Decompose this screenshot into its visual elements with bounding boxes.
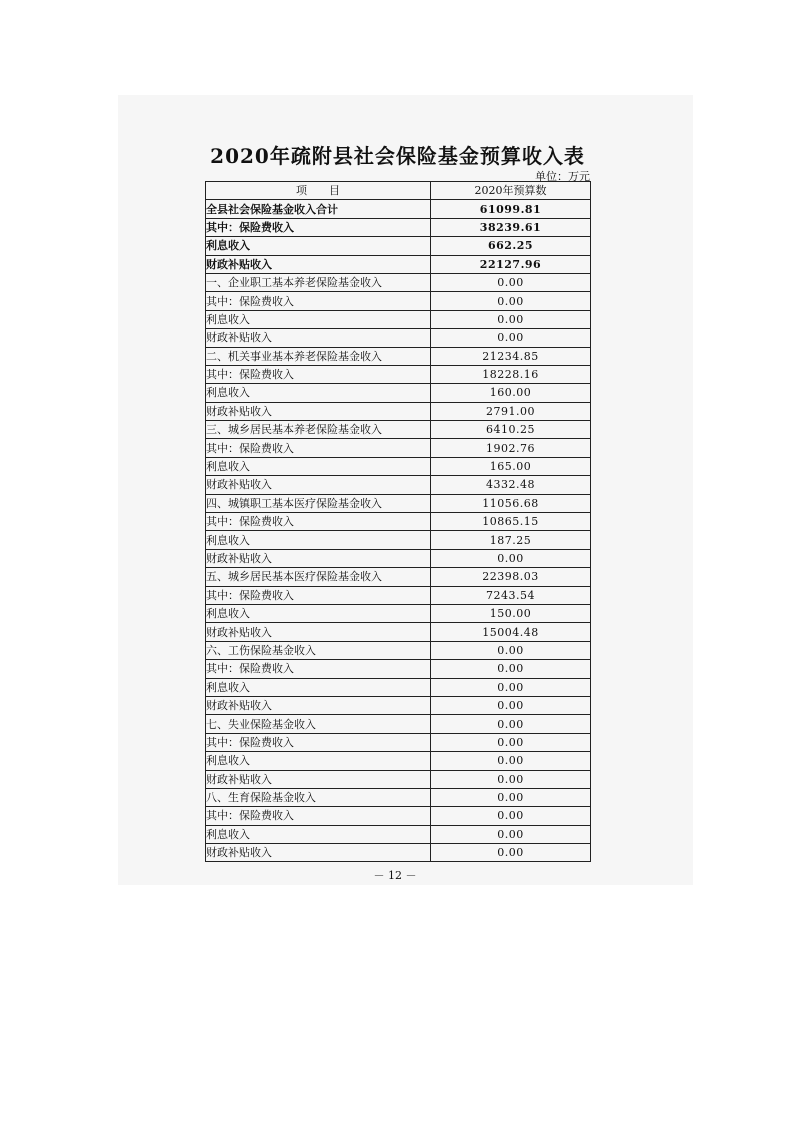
row-item-label: 利息收入 [206,825,431,843]
table-row [206,402,591,420]
row-item-label: 其中：保险费收入 [206,292,431,310]
row-budget-value: 22398.03 [431,568,591,586]
row-budget-value: 0.00 [431,696,591,714]
table-row [206,770,591,788]
row-budget-value: 15004.48 [431,623,591,641]
table-header-row [206,182,591,200]
row-item-label: 利息收入 [206,457,431,475]
row-item-label: 八、生育保险基金收入 [206,788,431,806]
row-budget-value: 662.25 [431,237,591,255]
row-budget-value: 11056.68 [431,494,591,512]
row-item-label: 财政补贴收入 [206,402,431,420]
row-budget-value: 21234.85 [431,347,591,365]
row-item-label: 财政补贴收入 [206,623,431,641]
row-budget-value: 0.00 [431,788,591,806]
table-row [206,494,591,512]
row-budget-value: 0.00 [431,273,591,291]
table-row [206,641,591,659]
row-item-label: 二、机关事业基本养老保险基金收入 [206,347,431,365]
row-item-label: 其中：保险费收入 [206,807,431,825]
row-item-label: 财政补贴收入 [206,844,431,862]
row-budget-value: 4332.48 [431,476,591,494]
table-row [206,457,591,475]
table-row [206,549,591,567]
table-row [206,365,591,383]
row-item-label: 三、城乡居民基本养老保险基金收入 [206,421,431,439]
table-row [206,715,591,733]
table-row [206,513,591,531]
row-budget-value: 0.00 [431,292,591,310]
document-title: 2020年疏附县社会保险基金预算收入表 [210,144,585,168]
row-item-label: 财政补贴收入 [206,329,431,347]
row-item-label: 利息收入 [206,237,431,255]
row-budget-value: 0.00 [431,752,591,770]
table-row [206,586,591,604]
page-number: － 12 － [373,869,417,882]
table-row [206,844,591,862]
row-budget-value: 0.00 [431,549,591,567]
table-row [206,292,591,310]
row-budget-value: 1902.76 [431,439,591,457]
row-item-label: 其中：保险费收入 [206,733,431,751]
row-budget-value: 61099.81 [431,200,591,218]
table-row [206,439,591,457]
row-budget-value: 0.00 [431,310,591,328]
column-header-budget: 2020年预算数 [431,182,591,200]
row-item-label: 五、城乡居民基本医疗保险基金收入 [206,568,431,586]
row-item-label: 利息收入 [206,310,431,328]
table-row [206,384,591,402]
table-row [206,310,591,328]
column-header-item: 项 目 [206,182,431,200]
row-item-label: 财政补贴收入 [206,476,431,494]
row-item-label: 全县社会保险基金收入合计 [206,200,431,218]
row-budget-value: 0.00 [431,807,591,825]
row-budget-value: 22127.96 [431,255,591,273]
row-budget-value: 18228.16 [431,365,591,383]
table-row [206,696,591,714]
row-item-label: 利息收入 [206,384,431,402]
table-row [206,329,591,347]
row-item-label: 财政补贴收入 [206,255,431,273]
row-budget-value: 160.00 [431,384,591,402]
row-item-label: 其中：保险费收入 [206,586,431,604]
row-budget-value: 0.00 [431,844,591,862]
row-budget-value: 0.00 [431,770,591,788]
row-budget-value: 0.00 [431,733,591,751]
row-budget-value: 165.00 [431,457,591,475]
table-row [206,623,591,641]
row-budget-value: 2791.00 [431,402,591,420]
row-budget-value: 0.00 [431,660,591,678]
table-row [206,218,591,236]
table-row [206,660,591,678]
row-item-label: 财政补贴收入 [206,549,431,567]
table-row [206,733,591,751]
row-item-label: 其中：保险费收入 [206,365,431,383]
row-item-label: 其中：保险费收入 [206,513,431,531]
row-item-label: 利息收入 [206,531,431,549]
row-budget-value: 6410.25 [431,421,591,439]
row-budget-value: 10865.15 [431,513,591,531]
row-item-label: 利息收入 [206,752,431,770]
table-row [206,825,591,843]
unit-label: 单位：万元 [535,170,590,183]
table-row [206,788,591,806]
row-budget-value: 7243.54 [431,586,591,604]
row-item-label: 其中：保险费收入 [206,660,431,678]
row-budget-value: 0.00 [431,825,591,843]
row-item-label: 财政补贴收入 [206,696,431,714]
row-budget-value: 0.00 [431,715,591,733]
table-row [206,752,591,770]
row-item-label: 利息收入 [206,678,431,696]
table-row [206,568,591,586]
row-budget-value: 38239.61 [431,218,591,236]
row-item-label: 七、失业保险基金收入 [206,715,431,733]
table-row [206,807,591,825]
table-row [206,476,591,494]
table-row [206,255,591,273]
row-item-label: 利息收入 [206,604,431,622]
row-item-label: 财政补贴收入 [206,770,431,788]
table-row [206,421,591,439]
row-item-label: 其中：保险费收入 [206,439,431,457]
row-item-label: 一、企业职工基本养老保险基金收入 [206,273,431,291]
table-row [206,200,591,218]
row-budget-value: 150.00 [431,604,591,622]
table-row [206,347,591,365]
row-item-label: 六、工伤保险基金收入 [206,641,431,659]
row-budget-value: 0.00 [431,329,591,347]
table-row [206,273,591,291]
table-row [206,678,591,696]
row-budget-value: 0.00 [431,678,591,696]
table-body [206,200,591,862]
budget-income-table [205,181,591,862]
table-row [206,531,591,549]
row-item-label: 其中：保险费收入 [206,218,431,236]
table-row [206,604,591,622]
row-budget-value: 187.25 [431,531,591,549]
row-budget-value: 0.00 [431,641,591,659]
row-item-label: 四、城镇职工基本医疗保险基金收入 [206,494,431,512]
table-row [206,237,591,255]
